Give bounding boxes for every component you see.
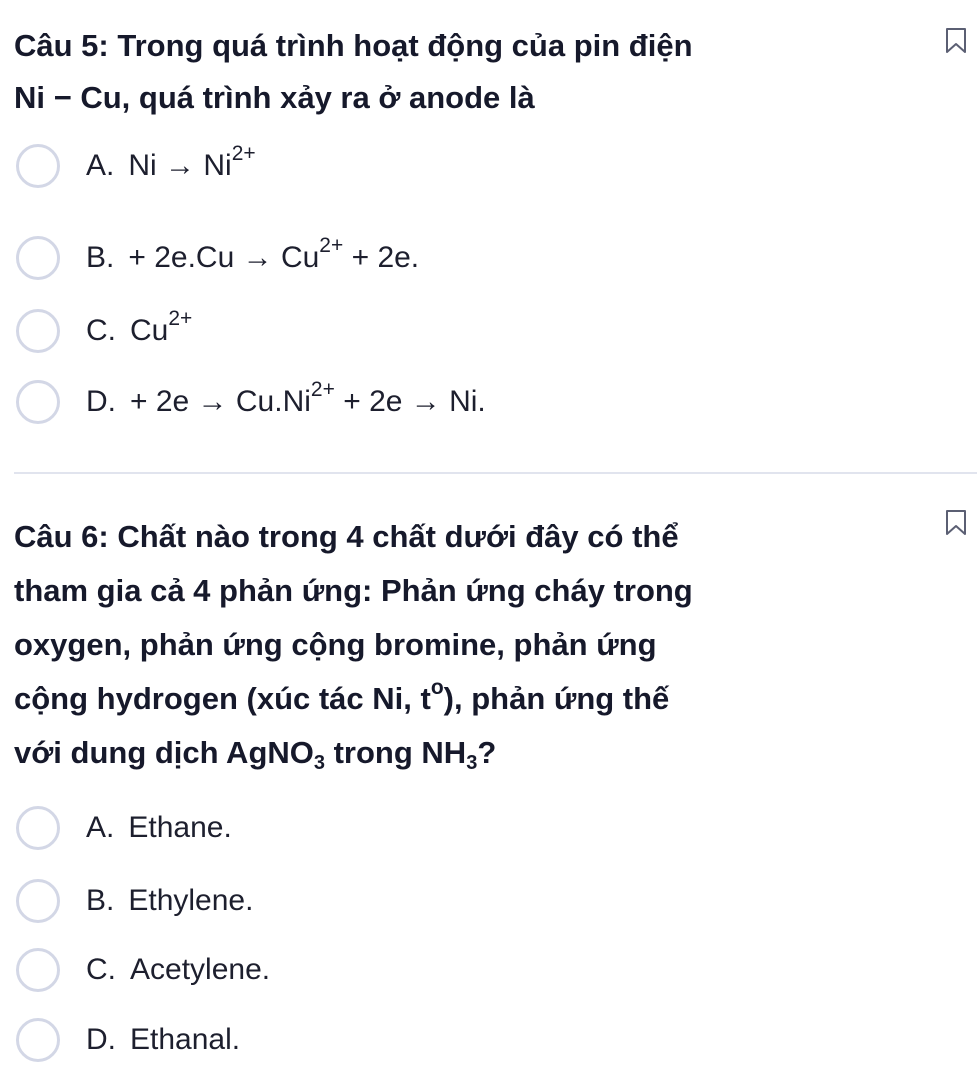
charge-superscript: 2+ (310, 378, 335, 401)
option-letter: A. (86, 149, 115, 182)
subscript: 3 (313, 752, 325, 774)
question-6-text (14, 510, 874, 780)
subscript: 3 (466, 752, 478, 774)
question-6-line-4 (14, 672, 874, 726)
formula-text: + 2e → Cu.Ni (130, 385, 311, 418)
question-6-line-4-tail: ), phản ứng thế (443, 681, 670, 716)
option-label: Ethanal. (130, 1023, 241, 1056)
q6-option-c[interactable] (16, 943, 270, 997)
radio-circle-icon[interactable] (16, 1018, 60, 1062)
question-6-line-2: tham gia cả 4 phản ứng: Phản ứng cháy trong (14, 573, 693, 608)
q6-option-a[interactable] (16, 801, 232, 855)
q5-option-d[interactable] (16, 375, 486, 429)
option-label: Ethane. (128, 811, 232, 844)
charge-superscript: 2+ (231, 142, 256, 165)
charge-superscript: 2+ (168, 307, 193, 330)
charge-superscript: 2+ (319, 234, 344, 257)
q6-option-b[interactable] (16, 874, 253, 928)
q5-option-a[interactable] (16, 139, 256, 193)
radio-circle-icon[interactable] (16, 380, 60, 424)
radio-circle-icon[interactable] (16, 879, 60, 923)
q5-option-b[interactable] (16, 231, 419, 285)
question-5-text (14, 20, 874, 124)
question-divider (14, 472, 977, 474)
radio-circle-icon[interactable] (16, 806, 60, 850)
q6-option-d[interactable] (16, 1013, 240, 1067)
question-5-line-2: Ni − Cu, quá trình xảy ra ở anode là (14, 80, 535, 115)
option-letter: C. (86, 953, 116, 986)
bookmark-icon[interactable] (945, 28, 967, 54)
option-label: Ethylene. (128, 884, 254, 917)
formula-text-tail: + 2e → Ni. (334, 385, 486, 418)
q6-option-b-text (86, 884, 253, 918)
formula-text: + 2e.Cu → Cu (128, 241, 320, 274)
question-6-line-5-text: với dung dịch AgNO (14, 735, 314, 770)
option-label: Acetylene. (130, 953, 271, 986)
question-6-line-4-text: cộng hydrogen (xúc tác Ni, t (14, 681, 431, 716)
option-letter: D. (86, 1023, 116, 1056)
question-6-line-5 (14, 726, 874, 780)
q5-option-c[interactable] (16, 304, 192, 358)
q5-option-a-text (86, 142, 256, 183)
option-letter: D. (86, 385, 116, 418)
question-5-line-1: Câu 5: Trong quá trình hoạt động của pin điện (14, 28, 693, 63)
q5-option-c-text (86, 307, 193, 348)
formula-text: Ni → Ni (128, 149, 232, 182)
radio-circle-icon[interactable] (16, 948, 60, 992)
formula-text-tail: + 2e. (343, 241, 420, 274)
q6-option-c-text (86, 953, 270, 987)
q5-option-d-text (86, 378, 486, 419)
question-6-line-5-mid: trong NH (325, 735, 467, 770)
radio-circle-icon[interactable] (16, 144, 60, 188)
option-letter: C. (86, 314, 116, 347)
option-letter: B. (86, 884, 115, 917)
question-6-line-5-tail: ? (477, 735, 497, 770)
option-letter: A. (86, 811, 115, 844)
radio-circle-icon[interactable] (16, 309, 60, 353)
question-6-line-3: oxygen, phản ứng cộng bromine, phản ứng (14, 627, 657, 662)
radio-circle-icon[interactable] (16, 236, 60, 280)
formula-text: Cu (130, 314, 169, 347)
question-6-line-1: Câu 6: Chất nào trong 4 chất dưới đây có thể (14, 519, 679, 554)
bookmark-icon[interactable] (945, 510, 967, 536)
q5-option-b-text (86, 234, 420, 275)
degree-superscript: o (430, 676, 444, 699)
option-letter: B. (86, 241, 115, 274)
q6-option-a-text (86, 811, 232, 845)
q6-option-d-text (86, 1023, 240, 1057)
